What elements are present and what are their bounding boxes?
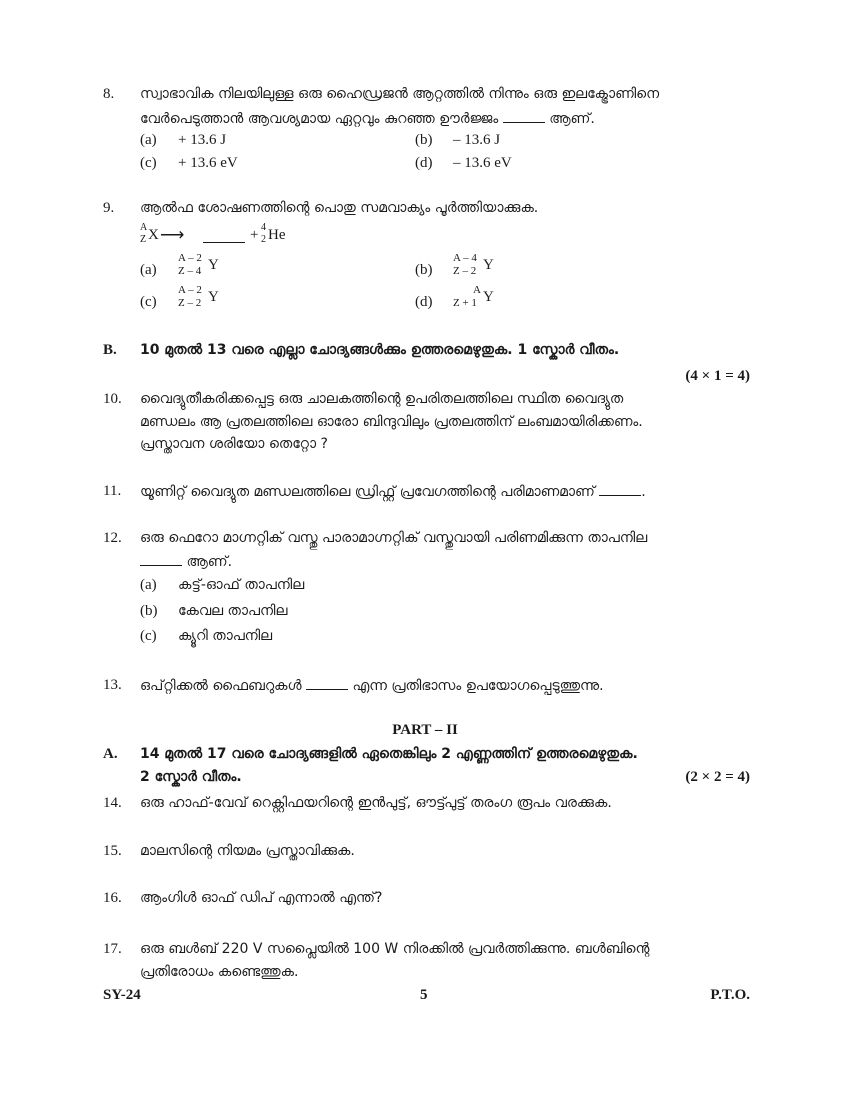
q12-option-a-label: (a) — [140, 577, 157, 593]
q12-option-a-text: കട്ട്-ഓഫ് താപനില — [178, 577, 305, 593]
q9-eq-x-symbol: X — [148, 227, 159, 243]
q9-option-a-symbol: Y — [208, 257, 219, 273]
q9-option-c-atomic: Z – 2 — [178, 297, 202, 309]
q10-text-line3: പ്രസ്താവന ശരിയോ തെറ്റോ ? — [140, 436, 328, 452]
q13-text-line1 — [140, 677, 604, 694]
q8-option-a-text: + 13.6 J — [178, 132, 227, 148]
section-b-instruction: 10 മുതൽ 13 വരെ എല്ലാ ചോദ്യങ്ങൾക്കും ഉത്തരമെഴുതുക. 1 സ്കോർ വീതം. — [140, 342, 620, 358]
q8-option-d-label: (d) — [415, 155, 433, 171]
q12-number: 12. — [103, 530, 122, 546]
q9-option-a-nuclide — [178, 252, 219, 278]
q12-answer-blank — [140, 553, 182, 566]
q16-number: 16. — [103, 890, 122, 906]
section-a-instruction-line1: 14 മുതൽ 17 വരെ ചോദ്യങ്ങളിൽ ഏതെങ്കിലും 2 എണ്ണത്തിന് ഉത്തരമെഴുതുക. — [140, 746, 638, 762]
footer-pto: P.T.O. — [710, 987, 750, 1003]
q17-text-line2: പ്രതിരോധം കണ്ടെത്തുക. — [140, 964, 299, 980]
q9-eq-he-mass: 4 — [261, 222, 266, 233]
q16-text-line1: ആംഗിൾ ഓഫ് ഡിപ് എന്നാൽ എന്ത്? — [140, 890, 383, 906]
q8-option-b-text: – 13.6 J — [453, 132, 501, 148]
q9-eq-x-atomic: Z — [140, 234, 147, 245]
q13-number: 13. — [103, 677, 122, 693]
q12-text-end: ആണ്. — [186, 554, 233, 570]
q9-eq-x-mass: A — [140, 222, 148, 233]
q9-option-d-atomic: Z + 1 — [453, 297, 477, 309]
q8-text-line2 — [140, 110, 595, 127]
q14-number: 14. — [103, 795, 122, 811]
q9-option-c-symbol: Y — [208, 289, 219, 305]
q8-option-c-label: (c) — [140, 155, 157, 171]
q9-eq-plus: + — [250, 227, 259, 243]
q10-text-line1: വൈദ്യുതീകരിക്കപ്പെട്ട ഒരു ചാലകത്തിന്റെ ഉപരിതലത്തിലെ സ്ഥിത വൈദ്യുത — [140, 391, 624, 407]
q9-option-a-label: (a) — [140, 262, 157, 278]
q11-text-line1 — [140, 483, 646, 500]
q9-option-c-label: (c) — [140, 294, 157, 310]
q8-number: 8. — [103, 86, 115, 102]
q9-eq-blank — [203, 228, 245, 243]
q15-text-line1: മാലസിന്റെ നിയമം പ്രസ്താവിക്കുക. — [140, 843, 355, 859]
q12-text-line2 — [140, 553, 232, 570]
q12-option-c-label: (c) — [140, 628, 157, 644]
q10-number: 10. — [103, 391, 122, 407]
q9-number: 9. — [103, 200, 115, 216]
q9-option-d-nuclide — [453, 284, 494, 310]
q11-answer-blank — [599, 483, 641, 496]
q8-option-c-text: + 13.6 eV — [178, 155, 238, 171]
q8-answer-blank — [503, 110, 545, 123]
q9-option-b-atomic: Z – 2 — [453, 265, 477, 277]
q8-option-a-label: (a) — [140, 132, 157, 148]
q12-text-line1: ഒരു ഫെറോ മാഗ്നറ്റിക് വസ്തു പാരാമാഗ്നറ്റിക് വസ്തുവായി പരിണമിക്കുന്ന താപനില — [140, 530, 648, 546]
footer-page-number: 5 — [420, 987, 428, 1003]
q17-number: 17. — [103, 941, 122, 957]
q9-option-a-atomic: Z – 4 — [178, 265, 202, 277]
q9-equation — [140, 222, 340, 250]
q9-eq-he-symbol: He — [268, 227, 286, 243]
q8-line2-main: വേർപെടുത്താൻ ആവശ്യമായ ഏറ്റവും കുറഞ്ഞ ഊർജ്ജം — [140, 111, 499, 127]
q8-option-b-label: (b) — [415, 132, 433, 148]
q13-text-end: എന്ന പ്രതിഭാസം ഉപയോഗപ്പെടുത്തുന്നു. — [352, 678, 604, 694]
q14-text-line1: ഒരു ഹാഫ്-വേവ് റെക്റ്റിഫയറിന്റെ ഇൻപുട്ട്, ഔട്ട്പുട്ട് തരംഗ രൂപം വരക്കുക. — [140, 795, 612, 811]
q11-text-main: യൂണിറ്റ് വൈദ്യുത മണ്ഡലത്തിലെ ഡ്രിഫ്റ്റ് പ്രവേഗത്തിന്റെ പരിമാണമാണ് — [140, 484, 595, 500]
q9-option-a-mass: A – 2 — [178, 252, 202, 264]
q8-text-line1: സ്വാഭാവിക നിലയിലുള്ള ഒരു ഹൈഡ്രജൻ ആറ്റത്തിൽ നിന്നും ഒരു ഇലക്ട്രോണിനെ — [140, 86, 660, 102]
footer-exam-code: SY-24 — [103, 987, 141, 1003]
q9-option-c-nuclide — [178, 284, 219, 310]
q9-option-d-symbol: Y — [483, 289, 494, 305]
part-ii-heading: PART – II — [392, 722, 458, 738]
q11-text-end: . — [641, 484, 646, 500]
q9-option-b-label: (b) — [415, 262, 433, 278]
q10-text-line2: മണ്ഡലം ആ പ്രതലത്തിലെ ഓരോ ബിന്ദുവിലും പ്രതലത്തിന് ലംബമായിരിക്കണം. — [140, 414, 643, 430]
q9-option-b-mass: A – 4 — [453, 252, 477, 264]
section-a-marks: (2 × 2 = 4) — [685, 769, 750, 785]
q9-option-c-mass: A – 2 — [178, 284, 202, 296]
q15-number: 15. — [103, 843, 122, 859]
q8-option-d-text: – 13.6 eV — [453, 155, 512, 171]
q9-option-d-label: (d) — [415, 294, 433, 310]
q12-option-b-text: കേവല താപനില — [178, 603, 288, 619]
q9-eq-he-atomic: 2 — [261, 234, 266, 245]
section-b-label: B. — [103, 342, 117, 358]
q9-option-d-mass: A — [473, 284, 481, 296]
section-a-instruction-line2: 2 സ്കോർ വീതം. — [140, 769, 242, 785]
section-b-marks: (4 × 1 = 4) — [685, 368, 750, 384]
q13-answer-blank — [306, 677, 348, 690]
q8-line2-end: ആണ്. — [549, 111, 595, 127]
q9-option-b-symbol: Y — [483, 257, 494, 273]
q11-number: 11. — [103, 483, 122, 499]
q17-text-line1: ഒരു ബൾബ് 220 V സപ്ലൈയിൽ 100 W നിരക്കിൽ പ്രവർത്തിക്കുന്നു. ബൾബിന്റെ — [140, 941, 650, 957]
section-a-label: A. — [103, 746, 118, 762]
q12-option-c-text: ക്യൂറി താപനില — [178, 628, 273, 644]
q13-text-main: ഒപ്റ്റിക്കൽ ഫൈബറുകൾ — [140, 678, 302, 694]
q9-eq-arrow: ⟶ — [160, 225, 185, 244]
q9-option-b-nuclide — [453, 252, 494, 278]
q9-text-line1: ആൽഫ ശോഷണത്തിന്റെ പൊതു സമവാക്യം പൂർത്തിയാക്കുക. — [140, 200, 539, 216]
q12-option-b-label: (b) — [140, 603, 158, 619]
